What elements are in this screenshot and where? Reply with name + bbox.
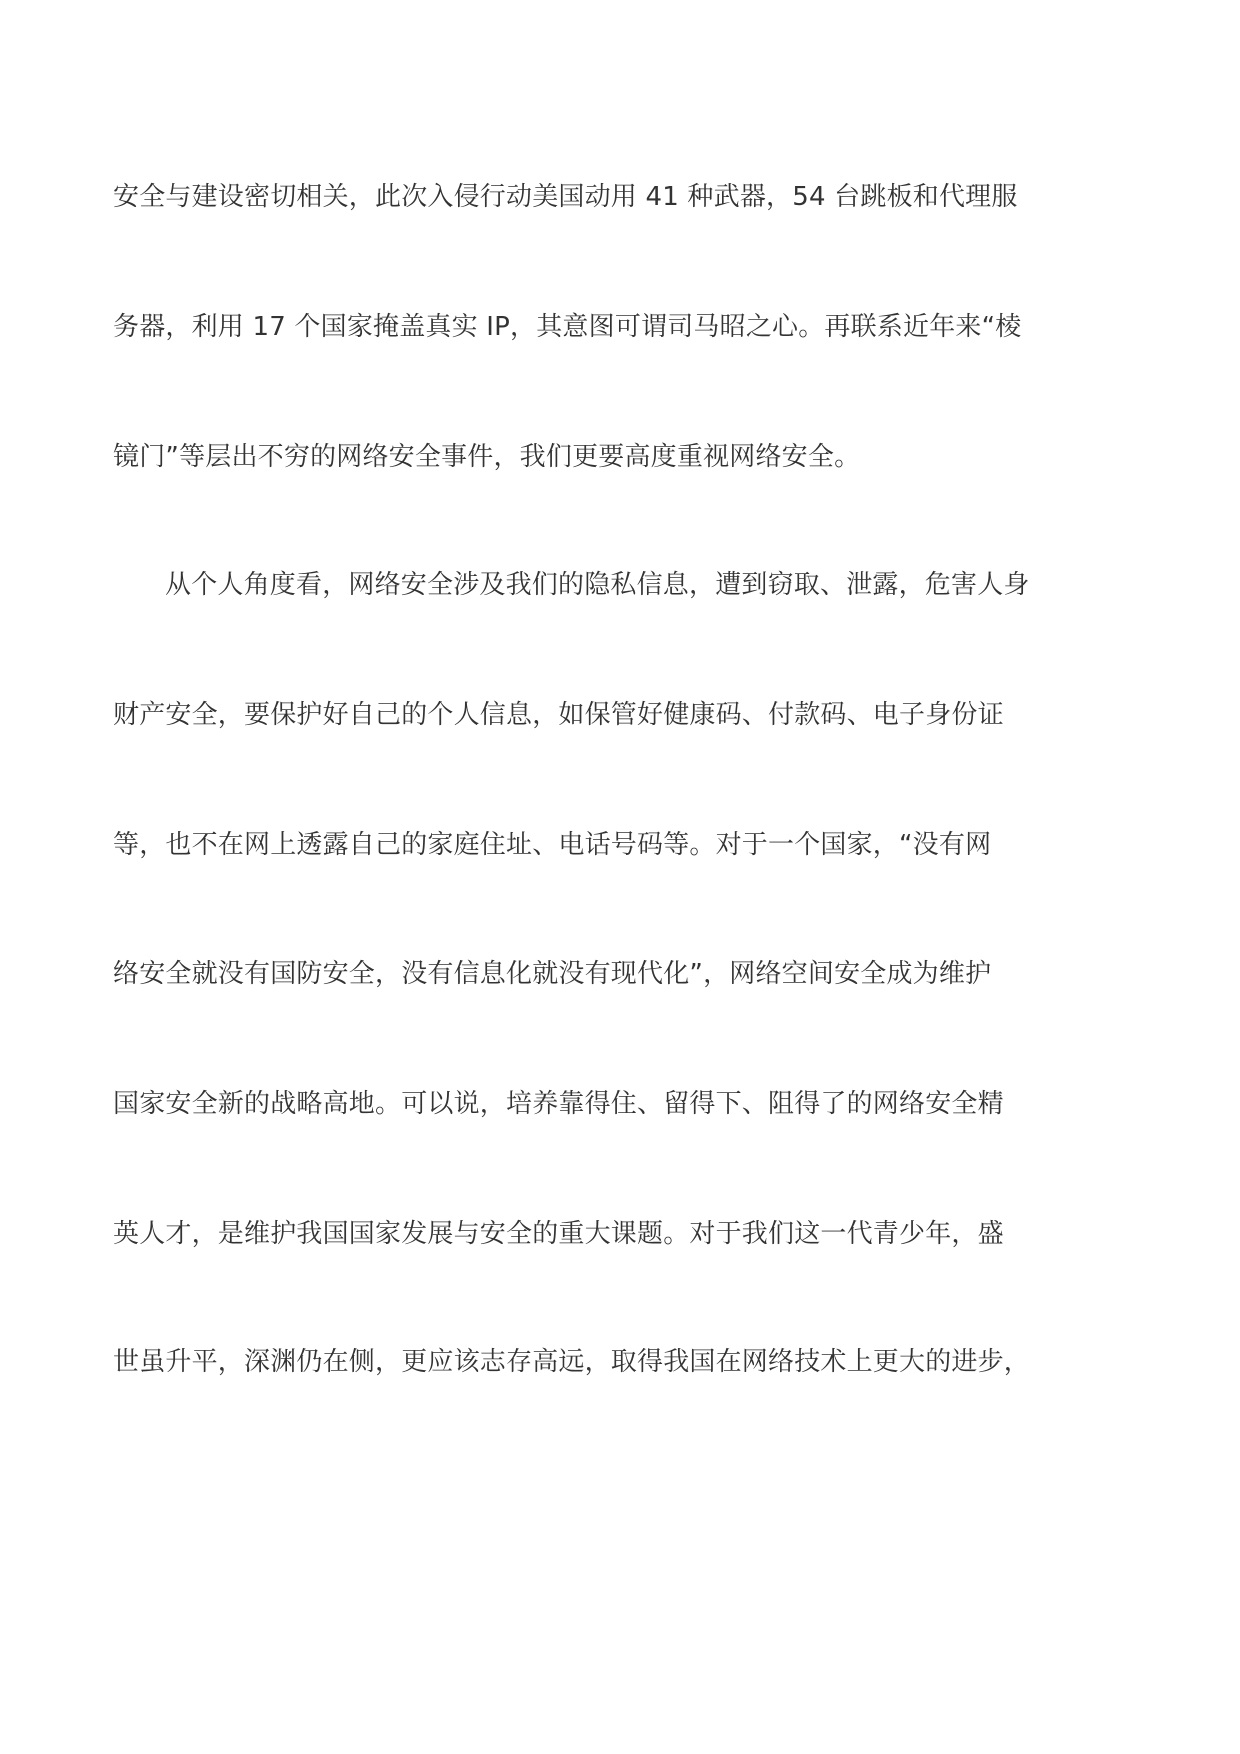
text-line-4: 从个人角度看，网络安全涉及我们的隐私信息，遭到窃取、泄露，危害人身 xyxy=(165,570,1030,600)
text-line-9: 英人才，是维护我国国家发展与安全的重大课题。对于我们这一代青少年，盛 xyxy=(113,1219,1004,1249)
text-line-10: 世虽升平，深渊仍在侧，更应该志存高远，取得我国在网络技术上更大的进步， xyxy=(113,1347,1031,1377)
text-line-3: 镜门”等层出不穷的网络安全事件，我们更要高度重视网络安全。 xyxy=(113,442,861,472)
text-line-8: 国家安全新的战略高地。可以说，培养靠得住、留得下、阻得了的网络安全精 xyxy=(113,1089,1004,1119)
text-line-2: 务器，利用 17 个国家掩盖真实 IP，其意图可谓司马昭之心。再联系近年来“棱 xyxy=(113,312,1022,342)
text-line-5: 财产安全，要保护好自己的个人信息，如保管好健康码、付款码、电子身份证 xyxy=(113,700,1004,730)
text-line-6: 等，也不在网上透露自己的家庭住址、电话号码等。对于一个国家，“没有网 xyxy=(113,830,992,860)
text-line-7: 络安全就没有国防安全，没有信息化就没有现代化”，网络空间安全成为维护 xyxy=(113,959,992,989)
text-line-1: 安全与建设密切相关，此次入侵行动美国动用 41 种武器，54 台跳板和代理服 xyxy=(113,182,1018,212)
